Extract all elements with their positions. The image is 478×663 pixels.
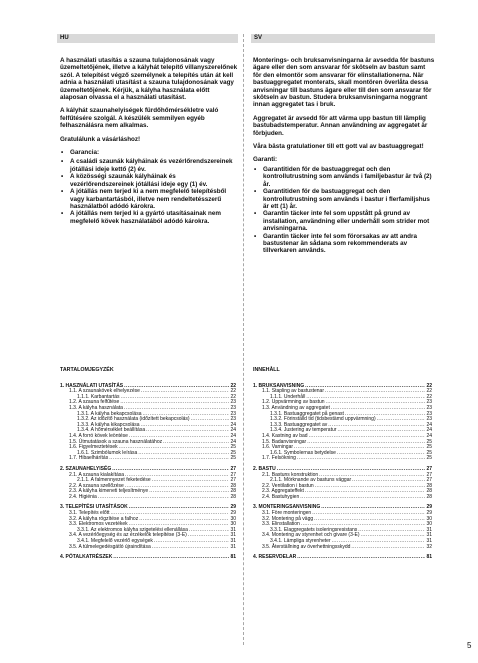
toc-entry-page: 29 (426, 510, 432, 517)
toc-section-entry (253, 555, 432, 561)
toc-entry-title: 3.3.1. Elaggregatets isoleringsresistans (270, 526, 358, 533)
toc-entry-title: 3.2. A kályha rögzítése a falhoz (69, 515, 139, 522)
sv-warranty-item: • Garantitiden för de bastuaggregat och den kontrollutrustning som används i familjebastur är två (2) år. (253, 166, 435, 188)
language-label-sv: SV (254, 35, 263, 41)
toc-leader-dots (98, 495, 230, 501)
toc-leader-dots (152, 545, 230, 551)
sv-toc-title: INNEHÅLL (253, 367, 280, 373)
sv-intro-paragraph: Monterings- och bruksanvisningarna är avsedda för bastuns ägare eller den som ansvarar för skötseln av bastun samt för den elmontör som ansvarar för elinstallationerna. När bastuaggregatet monterats, skall montören överlåta dessa anvisningar till bastuns ägare eller till den som ansvarar för skötseln av bastun. Studera bruksanvisningarna noggrant innan aggregatet tas i bruk. (253, 57, 435, 109)
toc-entry-page: 23 (230, 416, 236, 423)
toc-entry-title: 1.3. Användning av aggregatet (262, 404, 330, 411)
toc-entry-page: 22 (426, 388, 432, 395)
toc-entry-page: 30 (230, 521, 236, 528)
toc-entry-title: 2.2. A szauna szellőzése (69, 482, 124, 489)
toc-entry-page: 27 (230, 465, 236, 472)
toc-entry-page: 24 (230, 427, 236, 434)
toc-entry-page: 31 (426, 538, 432, 545)
toc-entry-title: 4. RESERVDELAR (253, 554, 297, 561)
toc-entry-title: 3.4. Montering av styrenhet och givare (3-E) (262, 532, 360, 539)
toc-entry-title: 2.2. Ventilation i bastun (262, 482, 314, 489)
sv-toc-list (253, 384, 432, 561)
toc-entry (253, 545, 432, 551)
toc-entry-title: 1.6. Figyelmeztetések (69, 444, 118, 451)
toc-entry-page: 24 (230, 432, 236, 439)
language-label-hu: HU (60, 35, 69, 41)
toc-entry-title: 2.3. Aggregateffekt (262, 488, 304, 495)
toc-leader-dots (297, 456, 426, 462)
toc-entry-title: 1.3.1. A kályha bekapcsolása (77, 410, 142, 417)
toc-entry-title: 1.4. A forró kövek leöntése (69, 432, 128, 439)
toc-entry-page: 31 (230, 538, 236, 545)
hu-warranty-item: • A jótállás nem terjed ki a gyártó utasításainak nem megfelelő kövek használatából adódó károkra. (60, 210, 238, 225)
toc-entry-page: 22 (230, 388, 236, 395)
toc-entry-title: 1.3. A kályha használata (69, 404, 123, 411)
toc-leader-dots (297, 555, 425, 561)
hu-warranty-list (60, 149, 238, 225)
toc-entry-title: 1.3.2. Förinställd tid (tidsbestämd uppvärmning) (270, 416, 376, 423)
toc-entry-title: 1.2. Uppvärmning av bastun (262, 399, 325, 406)
toc-entry-page: 24 (426, 427, 432, 434)
hu-purpose-paragraph: A kályhát szaunahelyiségek fürdőhőmérsékletre való felfűtésére szolgál. A készülék semmilyen egyéb felhasználásra nem alkalmas. (60, 107, 219, 130)
hu-warranty-item: • A közösségi szaunák kályháinak és vezérlőrendszereinek jótállási ideje egy (1) év. (60, 173, 238, 188)
toc-entry-title: 2.1.1. Mörknande av bastuns väggar (270, 477, 352, 484)
toc-entry-page: 31 (230, 532, 236, 539)
toc-entry-title: 3.4.1. Lämpliga styrenheter (270, 538, 331, 545)
toc-entry-title: 4. PÓTALKATRÉSZEK (60, 554, 113, 561)
sv-warranty-item: • Garantin täcker inte fel som förorsakas av att andra bastustenar än sådana som rekommenderats av tillverkaren används. (253, 233, 435, 255)
toc-entry-title: 2. BASTU (253, 465, 276, 472)
toc-entry-page: 28 (230, 493, 236, 500)
toc-entry (253, 495, 432, 501)
language-header-sv (251, 34, 435, 43)
toc-entry-title: 3.5. A túlmelegedésgátló újraindítása (69, 543, 151, 550)
toc-entry-page: 25 (426, 444, 432, 451)
toc-entry-page: 23 (426, 399, 432, 406)
sv-warranty-item: • Garantin täcker inte fel som uppstått på grund av installation, användning eller underhåll som strider mot anvisningarna. (253, 210, 435, 232)
toc-entry-page: 27 (426, 477, 432, 484)
toc-entry-page: 28 (230, 488, 236, 495)
sv-intro-column (253, 57, 435, 255)
toc-entry-page: 27 (426, 465, 432, 472)
toc-entry-page: 27 (230, 471, 236, 478)
toc-entry-title: 3.3. Elinstallation (262, 521, 300, 528)
toc-entry-title: 2.4. Higiénia (69, 493, 97, 500)
toc-entry-page: 28 (426, 488, 432, 495)
toc-entry-title: 1.3.3. A kályha kikapcsolása (77, 421, 140, 428)
toc-entry-title: 3.1. Före monteringen (262, 510, 312, 517)
toc-entry-page: 31 (426, 526, 432, 533)
toc-entry-title: 3.1. Telepítés előtt (69, 510, 110, 517)
toc-entry-page: 28 (426, 493, 432, 500)
toc-entry-title: 2.1.1. A falmennyezet feketedése (77, 477, 151, 484)
toc-entry-title: 2. SZAUNAHELYISÉG (60, 465, 112, 472)
toc-entry-page: 25 (426, 449, 432, 456)
toc-entry-page: 22 (230, 382, 236, 389)
toc-entry-title: 1. HASZNÁLATI UTASÍTÁS (60, 382, 124, 389)
sv-warranty-item: • Garantitiden för de bastuaggregat och den kontrollutrustning som används i bastur i flerfamiljshus är ett (1) år. (253, 188, 435, 210)
toc-entry-title: 1.1. A szaunakövek elhelyezése (69, 388, 140, 395)
toc-entry-title: 1.5. Badanvisningar (262, 438, 307, 445)
toc-entry-page: 81 (230, 554, 236, 561)
toc-entry-title: 3.2. Montering på vägg (262, 515, 314, 522)
toc-entry-title: 1.7. Hibaelhárítás (69, 455, 109, 462)
toc-entry-title: 1.1. Stapling av bastustenar (262, 388, 324, 395)
toc-entry-page: 32 (426, 543, 432, 550)
toc-entry-page: 31 (426, 532, 432, 539)
hu-intro-paragraph: A használati utasítás a szauna tulajdonosának vagy üzemeltetőjének, illetve a kályhát telepítő villanyszerelőnek szól. A telepítést végző személynek a telepítés után át kell adnia a használati utasítást a szauna tulajdonosának vagy üzemeltetőjének. Kérjük, a kályha használata előtt alaposan olvassa el a használati utasítást. (60, 57, 238, 102)
toc-entry-page: 22 (426, 382, 432, 389)
column-divider (243, 34, 244, 645)
toc-entry-title: 3.4.1. Megfelelő vezérlő egységek (77, 538, 153, 545)
toc-entry-title: 1.3.4. Justering av temperatur (270, 427, 337, 434)
hu-warranty-item: • A jótállás nem terjed ki a nem megfelelő telepítésből vagy karbantartásból, illetve nem rendeltetésszerű használatból adódó károkra. (60, 188, 238, 210)
toc-leader-dots (351, 545, 425, 551)
hu-toc-list (60, 384, 236, 561)
toc-entry-page: 28 (426, 482, 432, 489)
toc-entry-page: 31 (230, 543, 236, 550)
toc-entry-title: 1.3.4. A hőmérséklet beállítása (77, 427, 146, 434)
toc-entry-title: 1.1.1. Karbantartás (77, 393, 120, 400)
toc-entry-title: 1.6. Varningar (262, 444, 294, 451)
toc-entry-page: 23 (230, 410, 236, 417)
toc-entry-title: 3.3. Elektromos vezetékek (69, 521, 128, 528)
toc-entry-page: 23 (426, 404, 432, 411)
toc-entry-page: 27 (230, 477, 236, 484)
sv-table-of-contents (253, 368, 432, 561)
toc-entry-title: 2.3. A kályha kimeneti teljesítménye (69, 488, 149, 495)
toc-entry-page: 23 (230, 404, 236, 411)
toc-entry-title: 1.6.1. Symbolernas betydelse (270, 449, 336, 456)
toc-entry-page: 25 (230, 455, 236, 462)
toc-entry-title: 1.3.3. Bastuaggregatet av (270, 421, 328, 428)
hu-toc-title: TARTALOMJEGYZÉK (60, 367, 114, 373)
hu-congrats: Gratulálunk a vásárláshoz! (60, 135, 141, 143)
toc-entry-title: 1. BRUKSANVISNING (253, 382, 305, 389)
toc-entry-page: 30 (426, 521, 432, 528)
toc-entry-title: 1.4. Kastning av bad (262, 432, 308, 439)
toc-entry-page: 81 (426, 554, 432, 561)
toc-leader-dots (113, 555, 229, 561)
toc-entry-page: 24 (426, 421, 432, 428)
toc-entry-title: 2.4. Bastuhygien (262, 493, 300, 500)
toc-entry-title: 3.4. A vezérlőegység és az érzékelők telepítése (3-E) (69, 532, 187, 539)
toc-entry-page: 24 (230, 421, 236, 428)
toc-entry-page: 24 (426, 432, 432, 439)
toc-entry-page: 25 (230, 449, 236, 456)
toc-entry-page: 23 (426, 416, 432, 423)
toc-entry-page: 22 (230, 393, 236, 400)
toc-entry (60, 545, 236, 551)
toc-entry-page: 25 (426, 438, 432, 445)
page-number: 5 (467, 641, 472, 650)
language-header-hu (57, 34, 238, 43)
toc-entry-title: 2.1. Bastuns konstruktion (262, 471, 319, 478)
toc-entry-title: 3. MONTERINGSANVISNING (253, 504, 321, 511)
toc-entry-page: 23 (426, 410, 432, 417)
hu-table-of-contents (60, 368, 236, 561)
toc-entry-title: 1.6.1. Szimbólumok leírása (77, 449, 138, 456)
sv-purpose-paragraph: Aggregatet är avsedd för att värma upp bastun till lämplig bastubadstemperatur. Annan användning av aggregatet är förbjuden. (253, 114, 428, 137)
toc-entry-page: 29 (230, 510, 236, 517)
toc-entry-title: 2.1. A szauna kialakítása (69, 471, 125, 478)
toc-entry (253, 456, 432, 462)
toc-entry-page: 30 (426, 515, 432, 522)
toc-entry-title: 1.2. A szauna felfűtése (69, 399, 120, 406)
toc-entry-title: 3. TELEPÍTÉSI UTASÍTÁSOK (60, 504, 128, 511)
toc-entry-title: 3.5. Återställning av överhettningsskydd (262, 543, 351, 550)
toc-leader-dots (109, 456, 229, 462)
sv-warranty-title: Garanti: (253, 156, 278, 164)
toc-entry-page: 30 (230, 515, 236, 522)
toc-entry-page: 25 (230, 444, 236, 451)
toc-entry-page: 31 (230, 526, 236, 533)
toc-entry-page: 27 (426, 471, 432, 478)
toc-entry-page: 25 (426, 455, 432, 462)
hu-warranty-item: • A családi szaunák kályháinak és vezérlőrendszereinek jótállási ideje kettő (2) év. (60, 158, 238, 173)
toc-entry-title: 1.7. Felsökning (262, 455, 296, 462)
toc-entry (60, 456, 236, 462)
toc-entry-page: 24 (230, 438, 236, 445)
toc-entry-page: 29 (230, 504, 236, 511)
toc-entry-title: 3.3.1. Az elektromos kályha szigetelési ellenállása (77, 526, 188, 533)
toc-entry-title: 1.3.1. Bastuaggregatet på genast (270, 410, 344, 417)
toc-entry-page: 29 (426, 504, 432, 511)
toc-entry-title: 1.3.2. Az időzítő használata (időzített bekapcsolás) (77, 416, 190, 423)
toc-section-entry (60, 555, 236, 561)
toc-leader-dots (300, 495, 425, 501)
toc-entry-page: 23 (230, 399, 236, 406)
sv-warranty-list (253, 166, 435, 255)
hu-warranty-title: • Garancia: (60, 149, 238, 156)
toc-entry-title: 1.1.1. Underhåll (270, 393, 306, 400)
toc-entry-page: 28 (230, 482, 236, 489)
sv-congrats: Våra bästa gratulationer till ett gott val av bastuaggregat! (253, 143, 424, 151)
toc-entry (60, 495, 236, 501)
toc-entry-page: 22 (426, 393, 432, 400)
toc-entry-title: 1.5. Útmutatások a szauna használatához (69, 438, 163, 445)
hu-intro-column (60, 57, 238, 225)
